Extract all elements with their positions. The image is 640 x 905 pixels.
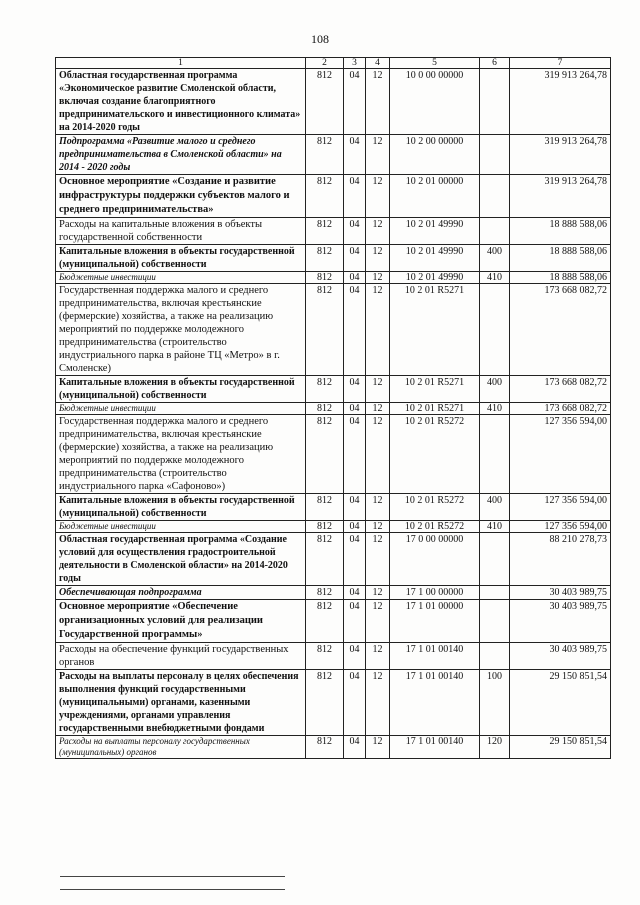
row-subsection-code: 12 [366,272,390,284]
row-subsection-code: 12 [366,218,390,245]
row-amount: 319 913 264,78 [510,69,611,135]
row-name: Подпрограмма «Развитие малого и среднего предпринимательства в Смоленской области» на 2014 - 2020 годы [56,135,306,175]
row-subsection-code: 12 [366,533,390,586]
row-name: Государственная поддержка малого и среднего предпринимательства, включая крестьянские (фермерские) хозяйства, а также на реализацию мероприятий по поддержке молодежного предпринимательства (строительство индустриального парка в районе ТЦ «Метро» в г. Смоленске) [56,284,306,376]
row-expense-type [480,69,510,135]
row-subsection-code: 12 [366,736,390,759]
row-target-article: 10 2 01 49990 [390,218,480,245]
row-expense-type [480,135,510,175]
row-section-code: 04 [344,175,366,218]
budget-table [55,57,611,759]
row-target-article: 17 1 01 00140 [390,670,480,736]
row-name: Расходы на выплаты персоналу в целях обеспечения выполнения функций государственными (муниципальными) органами, казенными учреждениями, органами управления государственными внебюджетными фондами [56,670,306,736]
table-row [56,736,611,759]
row-target-article: 17 1 01 00140 [390,643,480,670]
row-section-code: 04 [344,245,366,272]
row-subsection-code: 12 [366,586,390,600]
header-col-1: 1 [56,58,306,69]
row-target-article: 10 2 01 49990 [390,245,480,272]
row-amount: 127 356 594,00 [510,415,611,494]
row-expense-type [480,586,510,600]
row-amount: 127 356 594,00 [510,494,611,521]
row-target-article: 17 1 01 00140 [390,736,480,759]
row-subsection-code: 12 [366,69,390,135]
row-ministry-code: 812 [306,376,344,403]
row-section-code: 04 [344,284,366,376]
row-amount: 18 888 588,06 [510,218,611,245]
row-target-article: 10 2 01 R5271 [390,284,480,376]
row-expense-type [480,415,510,494]
row-target-article: 17 0 00 00000 [390,533,480,586]
row-name: Обеспечивающая подпрограмма [56,586,306,600]
row-name: Основное мероприятие «Создание и развитие инфраструктуры поддержки субъектов малого и среднего предпринимательства» [56,175,306,218]
row-section-code: 04 [344,494,366,521]
row-ministry-code: 812 [306,175,344,218]
row-subsection-code: 12 [366,600,390,643]
row-amount: 30 403 989,75 [510,643,611,670]
row-ministry-code: 812 [306,403,344,415]
row-amount: 30 403 989,75 [510,600,611,643]
row-section-code: 04 [344,415,366,494]
row-target-article: 10 2 01 00000 [390,175,480,218]
table-row [56,376,611,403]
row-section-code: 04 [344,533,366,586]
header-col-7: 7 [510,58,611,69]
header-col-5: 5 [390,58,480,69]
row-expense-type: 100 [480,670,510,736]
row-target-article: 10 2 00 00000 [390,135,480,175]
row-expense-type: 120 [480,736,510,759]
row-ministry-code: 812 [306,284,344,376]
table-header-row [56,58,611,69]
row-target-article: 10 0 00 00000 [390,69,480,135]
row-amount: 18 888 588,06 [510,245,611,272]
table-row [56,670,611,736]
row-target-article: 10 2 01 49990 [390,272,480,284]
header-col-2: 2 [306,58,344,69]
row-target-article: 17 1 01 00000 [390,600,480,643]
header-col-4: 4 [366,58,390,69]
table-row [56,245,611,272]
table-row [56,600,611,643]
header-col-6: 6 [480,58,510,69]
row-section-code: 04 [344,736,366,759]
row-name: Капитальные вложения в объекты государственной (муниципальной) собственности [56,494,306,521]
row-name: Областная государственная программа «Экономическое развитие Смоленской области, включая создание благоприятного предпринимательского и инвестиционного климата» на 2014-2020 годы [56,69,306,135]
row-ministry-code: 812 [306,245,344,272]
table-row [56,521,611,533]
header-col-3: 3 [344,58,366,69]
row-section-code: 04 [344,135,366,175]
row-section-code: 04 [344,403,366,415]
row-name: Расходы на капитальные вложения в объекты государственной собственности [56,218,306,245]
row-section-code: 04 [344,643,366,670]
row-name: Капитальные вложения в объекты государственной (муниципальной) собственности [56,376,306,403]
row-section-code: 04 [344,376,366,403]
row-section-code: 04 [344,670,366,736]
row-subsection-code: 12 [366,670,390,736]
row-subsection-code: 12 [366,521,390,533]
row-target-article: 10 2 01 R5271 [390,403,480,415]
row-expense-type: 400 [480,494,510,521]
row-subsection-code: 12 [366,245,390,272]
row-name: Государственная поддержка малого и среднего предпринимательства, включая крестьянские (фермерские) хозяйства, а также на реализацию мероприятий по поддержке молодежного предпринимательства (строительство индустриального парка «Сафоново») [56,415,306,494]
row-name: Основное мероприятие «Обеспечение организационных условий для реализации Государственной программы» [56,600,306,643]
row-subsection-code: 12 [366,415,390,494]
row-ministry-code: 812 [306,600,344,643]
table-row [56,586,611,600]
row-expense-type [480,175,510,218]
row-ministry-code: 812 [306,670,344,736]
row-subsection-code: 12 [366,376,390,403]
table-row [56,494,611,521]
row-ministry-code: 812 [306,415,344,494]
table-row [56,643,611,670]
row-expense-type: 410 [480,403,510,415]
row-name: Бюджетные инвестиции [56,403,306,415]
row-ministry-code: 812 [306,69,344,135]
table-row [56,284,611,376]
row-section-code: 04 [344,218,366,245]
table-row [56,415,611,494]
row-section-code: 04 [344,69,366,135]
row-amount: 29 150 851,54 [510,736,611,759]
row-amount: 173 668 082,72 [510,376,611,403]
row-subsection-code: 12 [366,175,390,218]
row-section-code: 04 [344,521,366,533]
row-amount: 173 668 082,72 [510,284,611,376]
row-expense-type: 400 [480,376,510,403]
row-target-article: 17 1 00 00000 [390,586,480,600]
table-body [56,69,611,759]
row-ministry-code: 812 [306,272,344,284]
row-subsection-code: 12 [366,135,390,175]
row-name: Областная государственная программа «Создание условий для осуществления градостроительной деятельности в Смоленской области» на 2014-2020 годы [56,533,306,586]
row-ministry-code: 812 [306,586,344,600]
row-expense-type: 400 [480,245,510,272]
footer-rule [60,876,285,877]
table-row [56,69,611,135]
row-ministry-code: 812 [306,218,344,245]
row-ministry-code: 812 [306,643,344,670]
row-expense-type [480,533,510,586]
row-ministry-code: 812 [306,494,344,521]
row-name: Расходы на обеспечение функций государственных органов [56,643,306,670]
table-row [56,218,611,245]
row-amount: 30 403 989,75 [510,586,611,600]
row-section-code: 04 [344,272,366,284]
row-amount: 127 356 594,00 [510,521,611,533]
row-expense-type [480,218,510,245]
row-target-article: 10 2 01 R5272 [390,521,480,533]
table-row [56,533,611,586]
row-ministry-code: 812 [306,521,344,533]
row-name: Бюджетные инвестиции [56,521,306,533]
row-subsection-code: 12 [366,403,390,415]
row-expense-type [480,284,510,376]
table-row [56,272,611,284]
page-number: 108 [311,32,329,46]
row-amount: 29 150 851,54 [510,670,611,736]
row-expense-type: 410 [480,272,510,284]
row-amount: 88 210 278,73 [510,533,611,586]
row-expense-type: 410 [480,521,510,533]
row-subsection-code: 12 [366,284,390,376]
row-name: Бюджетные инвестиции [56,272,306,284]
row-expense-type [480,600,510,643]
table-row [56,403,611,415]
footer-rule [60,889,285,890]
row-amount: 18 888 588,06 [510,272,611,284]
row-expense-type [480,643,510,670]
row-target-article: 10 2 01 R5272 [390,494,480,521]
row-subsection-code: 12 [366,494,390,521]
row-section-code: 04 [344,586,366,600]
row-name: Капитальные вложения в объекты государственной (муниципальной) собственности [56,245,306,272]
row-target-article: 10 2 01 R5272 [390,415,480,494]
row-ministry-code: 812 [306,135,344,175]
table-row [56,175,611,218]
row-target-article: 10 2 01 R5271 [390,376,480,403]
row-amount: 173 668 082,72 [510,403,611,415]
row-ministry-code: 812 [306,533,344,586]
table-row [56,135,611,175]
row-amount: 319 913 264,78 [510,175,611,218]
row-ministry-code: 812 [306,736,344,759]
row-subsection-code: 12 [366,643,390,670]
row-name: Расходы на выплаты персоналу государственных (муниципальных) органов [56,736,306,759]
row-section-code: 04 [344,600,366,643]
row-amount: 319 913 264,78 [510,135,611,175]
